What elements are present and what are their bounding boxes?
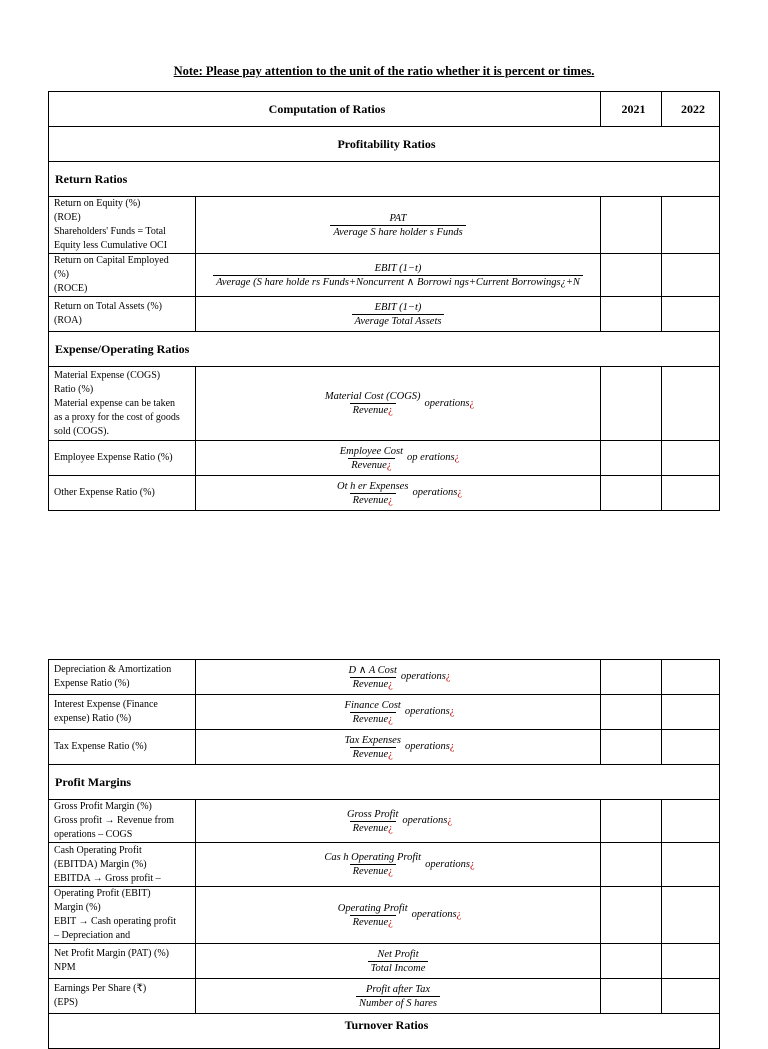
formula-cogs	[196, 367, 601, 441]
ratio-label-lines	[54, 740, 195, 754]
suffix-text: operations	[402, 815, 448, 826]
ratio-row-da	[49, 660, 720, 695]
denominator	[348, 458, 394, 472]
profit-margins-heading: Profit Margins	[49, 765, 720, 800]
ratio-label-cogs	[49, 367, 196, 441]
label-line: Material Expense (COGS)	[54, 369, 161, 381]
ratio-row-other	[49, 476, 720, 511]
year-2022-header: 2022	[662, 92, 720, 127]
value-2022-da	[662, 660, 720, 695]
ratio-row-roce	[49, 254, 720, 297]
value-2021-other	[601, 476, 662, 511]
value-2022-roa	[662, 297, 720, 332]
denominator-text: Average Total Assets	[354, 315, 442, 327]
denominator-text: Revenue	[352, 678, 389, 690]
label-line: EBITDA → Gross profit –	[54, 872, 161, 884]
value-2022-roce	[662, 254, 720, 297]
value-2022-interest	[662, 695, 720, 730]
label-line: Interest Expense (Finance	[54, 699, 158, 710]
formula-npm	[196, 944, 601, 979]
special-glyph: ¿	[469, 397, 475, 409]
label-line: Operating Profit (EBIT)	[54, 888, 151, 899]
ratios-table-bottom	[48, 659, 720, 1049]
denominator	[330, 225, 465, 239]
suffix-text: operations	[425, 858, 470, 870]
ratio-label-lines	[54, 300, 195, 328]
ratio-label-lines	[54, 698, 195, 726]
value-2022-cogs	[662, 367, 720, 441]
special-glyph: ¿	[447, 815, 453, 826]
suffix	[407, 452, 459, 463]
ratio-row-gpm	[49, 800, 720, 843]
ratio-label-roce	[49, 254, 196, 297]
suffix-text: operations	[400, 671, 446, 682]
special-glyph: ¿	[388, 748, 393, 760]
value-2022-eps	[662, 979, 720, 1014]
label-line: (ROE)	[54, 212, 81, 223]
formula-eps	[196, 979, 601, 1014]
ratio-label-roa	[49, 297, 196, 332]
denominator	[350, 493, 396, 507]
denominator	[213, 275, 583, 289]
suffix	[401, 671, 451, 682]
numerator: Ot h er Expenses	[336, 480, 409, 492]
formula-employee	[196, 441, 601, 476]
label-line: Shareholders' Funds = Total	[54, 226, 166, 237]
value-2021-npm	[601, 944, 662, 979]
ratio-label-tax	[49, 730, 196, 765]
label-line: Cash Operating Profit	[54, 844, 142, 856]
denominator-text: Revenue	[352, 866, 389, 877]
denominator	[350, 864, 396, 878]
ratio-label-lines	[54, 486, 195, 500]
label-line: NPM	[54, 962, 76, 973]
special-glyph: ¿	[449, 706, 455, 717]
formula-roce	[196, 254, 601, 297]
denominator-text: Revenue	[352, 822, 389, 834]
suffix	[425, 859, 475, 870]
ratio-label-interest	[49, 695, 196, 730]
ratio-row-roe	[49, 197, 720, 254]
label-line: (EPS)	[54, 997, 78, 1008]
value-2022-gpm	[662, 800, 720, 843]
attention-note: Note: Please pay attention to the unit of the ratio whether it is percent or times.	[173, 64, 595, 78]
numerator: Gross Profit	[346, 808, 399, 820]
denominator	[350, 747, 396, 761]
numerator: Cas h Operating Profit	[324, 852, 422, 863]
denominator	[368, 961, 429, 975]
expense-ratios-heading: Expense/Operating Ratios	[49, 332, 720, 367]
label-line: Equity less Cumulative OCI	[54, 240, 168, 251]
ratio-row-eps	[49, 979, 720, 1014]
numerator: Material Cost (COGS)	[324, 391, 421, 402]
label-line: operations – COGS	[54, 829, 133, 840]
ratio-label-lines	[54, 982, 195, 1010]
fraction	[352, 301, 445, 328]
value-2021-roce	[601, 254, 662, 297]
value-2022-ebitda	[662, 843, 720, 887]
ratio-label-lines	[54, 254, 195, 296]
formula-roa	[196, 297, 601, 332]
fraction	[330, 212, 465, 239]
profitability-title: Profitability Ratios	[49, 127, 720, 162]
ratio-label-lines	[54, 663, 195, 691]
fraction	[321, 851, 424, 878]
denominator-text: Number of S hares	[358, 997, 438, 1009]
denominator-text: Revenue	[351, 459, 387, 471]
ratio-row-interest	[49, 695, 720, 730]
ratio-label-da	[49, 660, 196, 695]
denominator-text: Revenue	[352, 748, 389, 760]
fraction	[334, 480, 411, 507]
suffix	[425, 398, 475, 409]
ratio-row-employee	[49, 441, 720, 476]
formula-ebitda	[196, 843, 601, 887]
denominator-text: Revenue	[352, 916, 389, 928]
denominator-text: Revenue	[352, 494, 389, 506]
value-2022-roe	[662, 197, 720, 254]
formula-interest	[196, 695, 601, 730]
special-glyph: ¿	[388, 866, 393, 877]
special-glyph: ¿	[456, 909, 462, 920]
ratio-label-lines	[54, 800, 195, 842]
special-glyph: ¿	[388, 916, 393, 928]
special-glyph: ¿	[470, 858, 475, 870]
denominator-text: Revenue	[352, 405, 389, 416]
ratio-label-eps	[49, 979, 196, 1014]
numerator: Finance Cost	[344, 699, 401, 711]
formula-gpm	[196, 800, 601, 843]
turnover-ratios-title: Turnover Ratios	[49, 1014, 720, 1049]
special-glyph: ¿	[388, 405, 393, 416]
suffix-text: operations	[411, 909, 457, 920]
numerator: Profit after Tax	[366, 983, 430, 995]
value-2021-cogs	[601, 367, 662, 441]
special-glyph: ¿	[454, 452, 460, 463]
value-2022-employee	[662, 441, 720, 476]
label-line: Gross profit → Revenue from	[54, 815, 174, 826]
fraction	[342, 699, 404, 726]
numerator: Net Profit	[377, 948, 419, 960]
label-line: Depreciation & Amortization	[54, 664, 172, 675]
numerator: Operating Profit	[337, 902, 408, 914]
formula-ebit	[196, 887, 601, 944]
year-2021-header: 2021	[601, 92, 662, 127]
ratio-label-lines	[54, 887, 195, 943]
value-2022-ebit	[662, 887, 720, 944]
label-line: Ratio (%)	[54, 383, 94, 395]
fraction	[356, 983, 440, 1010]
ratio-label-ebit	[49, 887, 196, 944]
special-glyph: ¿	[388, 678, 393, 690]
ratio-label-roe	[49, 197, 196, 254]
formula-tax	[196, 730, 601, 765]
denominator	[356, 996, 440, 1010]
ratio-label-lines	[54, 197, 195, 253]
denominator	[350, 712, 396, 726]
denominator-text: Revenue	[352, 713, 389, 725]
denominator-text: Average (S hare holde rs Funds+Noncurrent ∧ Borrowi ngs+Current Borrowings¿+N	[216, 276, 580, 288]
denominator	[350, 915, 396, 929]
suffix-text: op erations	[407, 452, 455, 463]
special-glyph: ¿	[386, 459, 392, 471]
value-2021-tax	[601, 730, 662, 765]
label-line: (EBITDA) Margin (%)	[54, 858, 147, 870]
ratio-label-npm	[49, 944, 196, 979]
value-2021-roe	[601, 197, 662, 254]
ratio-row-ebit	[49, 887, 720, 944]
value-2022-tax	[662, 730, 720, 765]
formula-other	[196, 476, 601, 511]
label-line: EBIT → Cash operating profit	[54, 916, 177, 927]
value-2021-da	[601, 660, 662, 695]
ratio-row-npm	[49, 944, 720, 979]
value-2021-eps	[601, 979, 662, 1014]
value-2022-other	[662, 476, 720, 511]
special-glyph: ¿	[445, 671, 451, 682]
denominator-text: Total Income	[370, 962, 426, 974]
label-line: Expense Ratio (%)	[54, 678, 130, 689]
ratios-table-top	[48, 91, 720, 511]
label-line: Other Expense Ratio (%)	[54, 487, 155, 498]
label-line: Gross Profit Margin (%)	[54, 801, 152, 812]
ratio-label-lines	[54, 947, 195, 975]
fraction	[344, 808, 401, 835]
ratio-label-lines	[54, 369, 195, 439]
suffix	[402, 815, 452, 826]
value-2021-ebitda	[601, 843, 662, 887]
numerator: D ∧ A Cost	[348, 664, 397, 676]
label-line: sold (COGS).	[54, 425, 110, 437]
label-line: Return on Equity (%)	[54, 198, 141, 209]
ratio-label-ebitda	[49, 843, 196, 887]
denominator-text: Average S hare holder s Funds	[333, 226, 463, 238]
suffix	[412, 487, 462, 498]
label-line: (ROA)	[54, 315, 82, 326]
suffix	[412, 909, 462, 920]
ratio-label-other	[49, 476, 196, 511]
suffix-text: operations	[404, 741, 450, 752]
label-line: Tax Expense Ratio (%)	[54, 741, 147, 752]
label-line: Earnings Per Share (₹)	[54, 983, 147, 994]
label-line: expense) Ratio (%)	[54, 713, 132, 724]
suffix-text: operations	[404, 706, 450, 717]
ratio-row-ebitda	[49, 843, 720, 887]
ratio-row-cogs	[49, 367, 720, 441]
suffix	[405, 741, 455, 752]
formula-da	[196, 660, 601, 695]
label-line: as a proxy for the cost of goods	[54, 411, 180, 423]
label-line: – Depreciation and	[54, 930, 131, 941]
value-2021-gpm	[601, 800, 662, 843]
return-ratios-heading: Return Ratios	[49, 162, 720, 197]
fraction	[341, 734, 403, 761]
label-line: (%)	[54, 269, 69, 280]
value-2021-ebit	[601, 887, 662, 944]
ratio-label-employee	[49, 441, 196, 476]
label-line: Return on Total Assets (%)	[54, 301, 162, 312]
fraction	[213, 262, 583, 289]
numerator: EBIT (1−t)	[374, 262, 422, 274]
label-line: Employee Expense Ratio (%)	[54, 452, 173, 463]
special-glyph: ¿	[457, 487, 463, 498]
fraction	[337, 445, 406, 472]
denominator	[350, 403, 396, 417]
formula-roe	[196, 197, 601, 254]
label-line: Return on Capital Employed	[54, 255, 169, 266]
ratio-row-roa	[49, 297, 720, 332]
computation-header: Computation of Ratios	[49, 92, 601, 127]
fraction	[368, 948, 429, 975]
value-2022-npm	[662, 944, 720, 979]
special-glyph: ¿	[388, 713, 393, 725]
label-line: (ROCE)	[54, 283, 88, 294]
value-2021-interest	[601, 695, 662, 730]
denominator	[350, 821, 396, 835]
label-line: Margin (%)	[54, 902, 101, 913]
value-2021-employee	[601, 441, 662, 476]
ratio-row-tax	[49, 730, 720, 765]
fraction	[335, 902, 411, 929]
special-glyph: ¿	[388, 822, 393, 834]
denominator	[350, 677, 396, 691]
suffix-text: operations	[424, 397, 470, 409]
ratio-label-lines	[54, 844, 195, 886]
ratio-label-lines	[54, 451, 195, 465]
numerator: Employee Cost	[339, 445, 404, 457]
numerator: Tax Expenses	[344, 734, 401, 746]
fraction	[345, 664, 399, 691]
fraction	[322, 390, 424, 417]
suffix	[405, 706, 455, 717]
value-2021-roa	[601, 297, 662, 332]
denominator	[352, 314, 445, 328]
special-glyph: ¿	[449, 741, 455, 752]
special-glyph: ¿	[388, 494, 393, 506]
label-line: Material expense can be taken	[54, 397, 176, 409]
suffix-text: operations	[412, 487, 458, 498]
label-line: Net Profit Margin (PAT) (%)	[54, 948, 169, 959]
numerator: PAT	[389, 212, 407, 224]
numerator: EBIT (1−t)	[374, 301, 422, 313]
ratio-label-gpm	[49, 800, 196, 843]
table-header-row	[49, 92, 720, 127]
